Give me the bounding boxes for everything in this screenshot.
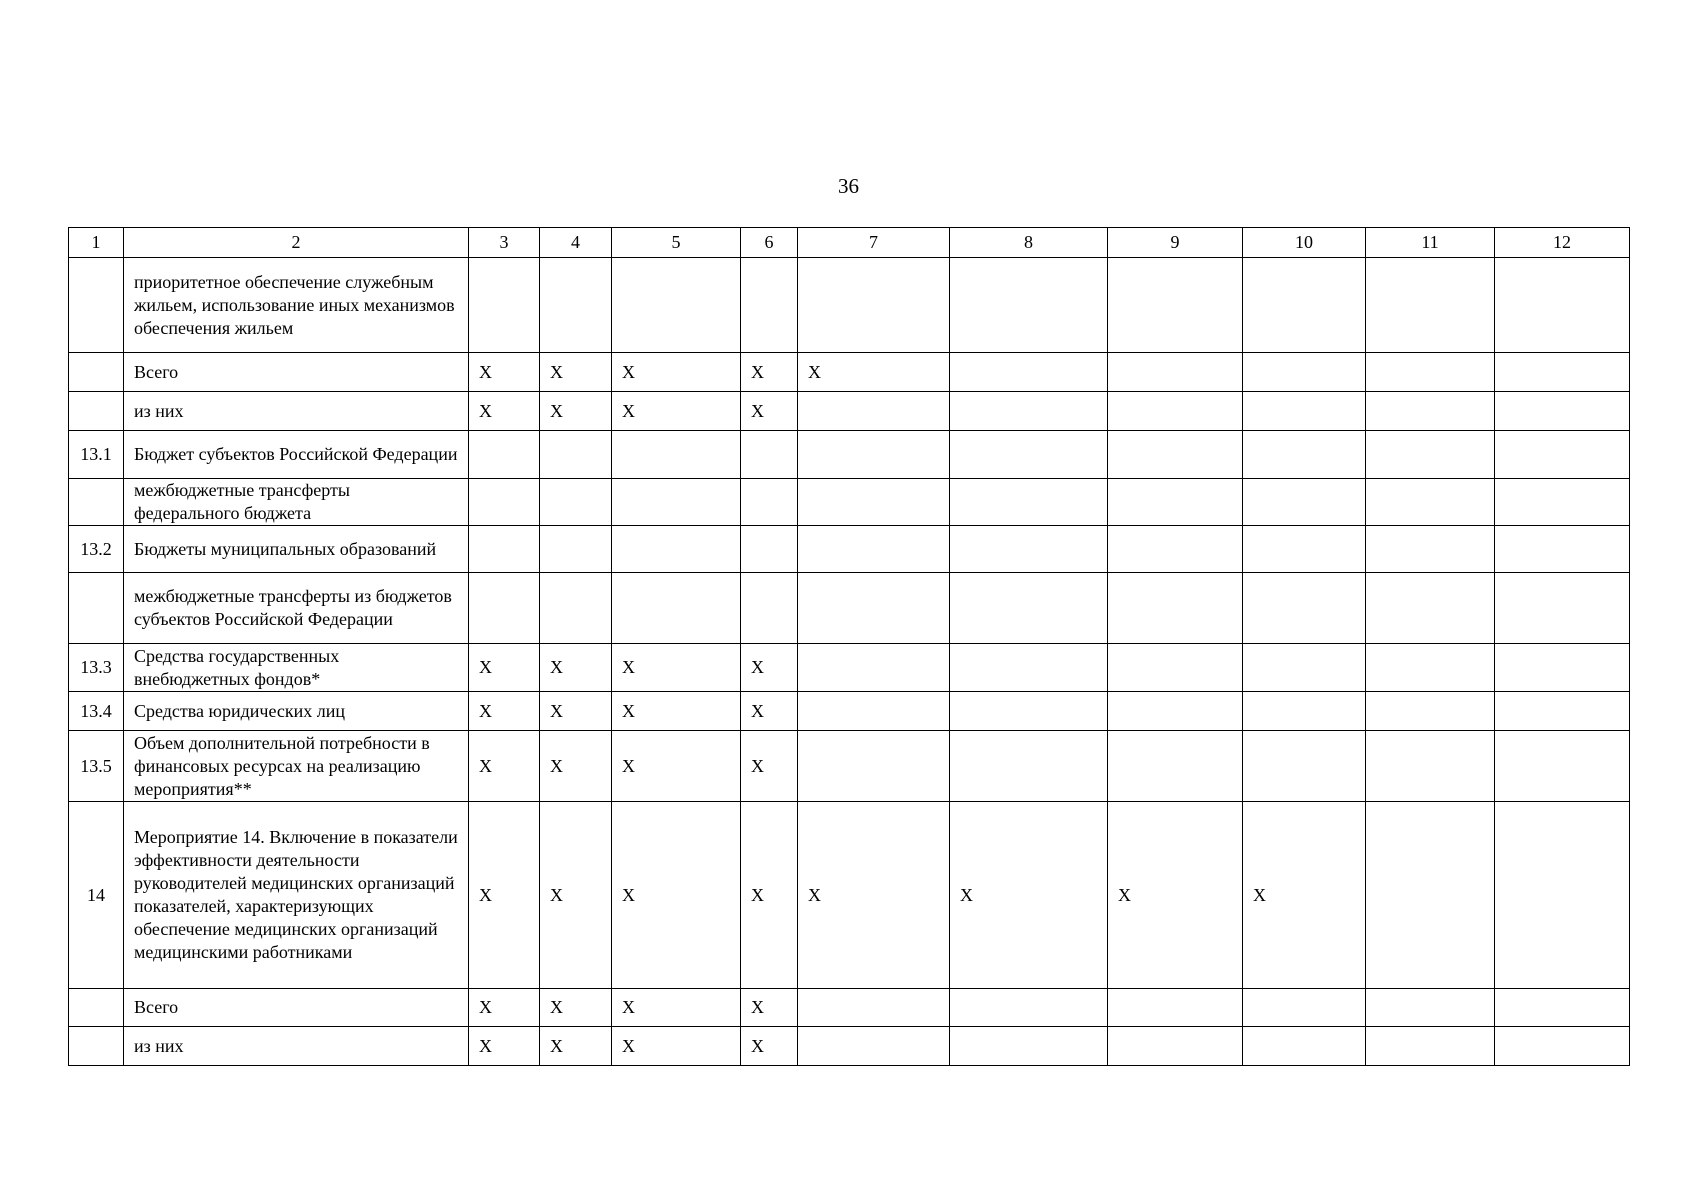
table-cell bbox=[950, 989, 1108, 1027]
table-cell bbox=[1366, 989, 1495, 1027]
column-header: 4 bbox=[540, 228, 612, 258]
table-cell: X bbox=[469, 644, 540, 692]
column-header: 12 bbox=[1495, 228, 1630, 258]
table-cell bbox=[1243, 692, 1366, 731]
row-number: 13.2 bbox=[69, 526, 124, 573]
table-cell bbox=[1495, 989, 1630, 1027]
table-cell: X bbox=[612, 692, 741, 731]
row-label: Средства юридических лиц bbox=[124, 692, 469, 731]
table-row bbox=[69, 353, 1630, 392]
row-number bbox=[69, 258, 124, 353]
table-cell: X bbox=[469, 989, 540, 1027]
table-cell bbox=[1495, 431, 1630, 479]
table-cell bbox=[1243, 989, 1366, 1027]
table-cell: X bbox=[540, 692, 612, 731]
table-cell bbox=[950, 353, 1108, 392]
table-cell: X bbox=[540, 353, 612, 392]
table-cell bbox=[1366, 431, 1495, 479]
table-row bbox=[69, 989, 1630, 1027]
table-cell bbox=[1243, 1027, 1366, 1066]
table-cell bbox=[950, 644, 1108, 692]
table-cell: X bbox=[469, 731, 540, 802]
row-label: Средства государственных внебюджетных фондов* bbox=[124, 644, 469, 692]
table-cell bbox=[1366, 526, 1495, 573]
table-cell: X bbox=[469, 802, 540, 989]
table-row bbox=[69, 644, 1630, 692]
table-cell bbox=[1366, 479, 1495, 526]
table-cell bbox=[741, 526, 798, 573]
row-label: из них bbox=[124, 1027, 469, 1066]
table-cell: X bbox=[540, 731, 612, 802]
table-cell bbox=[1108, 353, 1243, 392]
table-cell: X bbox=[612, 802, 741, 989]
table-cell bbox=[798, 989, 950, 1027]
table-cell: X bbox=[612, 731, 741, 802]
table-cell: X bbox=[950, 802, 1108, 989]
table-cell: X bbox=[469, 353, 540, 392]
column-header: 5 bbox=[612, 228, 741, 258]
table-row bbox=[69, 479, 1630, 526]
row-number bbox=[69, 1027, 124, 1066]
table-cell bbox=[612, 479, 741, 526]
table-cell bbox=[741, 258, 798, 353]
row-label: приоритетное обеспечение служебным жильем, использование иных механизмов обеспечения жильем bbox=[124, 258, 469, 353]
table-cell: X bbox=[1108, 802, 1243, 989]
table-cell bbox=[1108, 258, 1243, 353]
table-cell bbox=[1495, 353, 1630, 392]
table-cell bbox=[540, 526, 612, 573]
table-cell bbox=[1243, 731, 1366, 802]
table-cell bbox=[1243, 353, 1366, 392]
table-cell bbox=[1495, 573, 1630, 644]
table-cell bbox=[798, 573, 950, 644]
table-cell: X bbox=[540, 392, 612, 431]
table-cell bbox=[1366, 1027, 1495, 1066]
table-cell bbox=[1366, 353, 1495, 392]
table-cell bbox=[1108, 644, 1243, 692]
table-cell: X bbox=[612, 1027, 741, 1066]
table-cell bbox=[1366, 692, 1495, 731]
table-cell bbox=[1108, 1027, 1243, 1066]
column-header: 9 bbox=[1108, 228, 1243, 258]
table-cell: X bbox=[612, 353, 741, 392]
table-cell: X bbox=[798, 802, 950, 989]
table-cell bbox=[1495, 526, 1630, 573]
table-cell bbox=[741, 479, 798, 526]
row-label: Всего bbox=[124, 989, 469, 1027]
table-cell bbox=[950, 392, 1108, 431]
table-cell: X bbox=[469, 392, 540, 431]
table-cell bbox=[1243, 392, 1366, 431]
table-cell bbox=[1243, 573, 1366, 644]
table-cell bbox=[469, 526, 540, 573]
column-header: 2 bbox=[124, 228, 469, 258]
table-cell bbox=[469, 258, 540, 353]
table-cell: X bbox=[741, 989, 798, 1027]
table-cell bbox=[540, 573, 612, 644]
row-number bbox=[69, 573, 124, 644]
table-cell: X bbox=[741, 692, 798, 731]
table-cell bbox=[1366, 731, 1495, 802]
row-label: из них bbox=[124, 392, 469, 431]
row-number bbox=[69, 989, 124, 1027]
table-cell bbox=[741, 431, 798, 479]
table-cell bbox=[612, 526, 741, 573]
table-cell bbox=[1366, 644, 1495, 692]
table-row bbox=[69, 1027, 1630, 1066]
row-number bbox=[69, 479, 124, 526]
table-cell bbox=[950, 258, 1108, 353]
table-cell: X bbox=[741, 353, 798, 392]
table-cell bbox=[1495, 258, 1630, 353]
table-cell: X bbox=[540, 644, 612, 692]
table-row bbox=[69, 731, 1630, 802]
column-header: 10 bbox=[1243, 228, 1366, 258]
table-cell: X bbox=[741, 392, 798, 431]
table-cell bbox=[1108, 526, 1243, 573]
table-cell: X bbox=[741, 731, 798, 802]
table-cell bbox=[612, 258, 741, 353]
table-cell: X bbox=[612, 644, 741, 692]
table-cell bbox=[612, 573, 741, 644]
table-row bbox=[69, 431, 1630, 479]
column-header: 6 bbox=[741, 228, 798, 258]
table-cell bbox=[1495, 644, 1630, 692]
table-cell: X bbox=[540, 1027, 612, 1066]
table-cell bbox=[1495, 802, 1630, 989]
table-cell bbox=[798, 431, 950, 479]
table-cell bbox=[950, 573, 1108, 644]
column-header: 1 bbox=[69, 228, 124, 258]
financing-table bbox=[68, 227, 1630, 1066]
table-cell bbox=[1366, 573, 1495, 644]
table-cell bbox=[950, 1027, 1108, 1066]
table-cell bbox=[1108, 692, 1243, 731]
table-row bbox=[69, 573, 1630, 644]
row-label: Бюджет субъектов Российской Федерации bbox=[124, 431, 469, 479]
table-cell bbox=[950, 731, 1108, 802]
row-label: межбюджетные трансферты из бюджетов субъектов Российской Федерации bbox=[124, 573, 469, 644]
table-cell: X bbox=[469, 692, 540, 731]
table-cell bbox=[1366, 258, 1495, 353]
table-cell bbox=[1495, 731, 1630, 802]
table-cell bbox=[741, 573, 798, 644]
row-label: Мероприятие 14. Включение в показатели эффективности деятельности руководителей медицинских организаций показателей, характеризующих обеспечение медицинских организаций медицинскими работниками bbox=[124, 802, 469, 989]
table-cell: X bbox=[798, 353, 950, 392]
table-cell: X bbox=[540, 989, 612, 1027]
table-cell: X bbox=[469, 1027, 540, 1066]
table-cell bbox=[612, 431, 741, 479]
table-cell bbox=[798, 644, 950, 692]
column-header: 7 bbox=[798, 228, 950, 258]
table-cell bbox=[1108, 479, 1243, 526]
table-cell bbox=[1108, 573, 1243, 644]
row-number bbox=[69, 392, 124, 431]
table-cell bbox=[1243, 431, 1366, 479]
table-cell bbox=[540, 479, 612, 526]
table-cell: X bbox=[1243, 802, 1366, 989]
header-row bbox=[69, 228, 1630, 258]
table-cell bbox=[798, 1027, 950, 1066]
column-header: 11 bbox=[1366, 228, 1495, 258]
table-cell: X bbox=[741, 1027, 798, 1066]
row-label: Объем дополнительной потребности в финансовых ресурсах на реализацию мероприятия** bbox=[124, 731, 469, 802]
table-cell: X bbox=[741, 644, 798, 692]
table-cell bbox=[1108, 431, 1243, 479]
table-cell bbox=[1366, 802, 1495, 989]
table-row bbox=[69, 802, 1630, 989]
table-cell bbox=[950, 526, 1108, 573]
table-cell bbox=[798, 479, 950, 526]
table-cell bbox=[1108, 731, 1243, 802]
row-label: межбюджетные трансферты федерального бюджета bbox=[124, 479, 469, 526]
table-cell bbox=[469, 573, 540, 644]
row-label: Бюджеты муниципальных образований bbox=[124, 526, 469, 573]
table-cell bbox=[540, 431, 612, 479]
table-cell bbox=[1243, 644, 1366, 692]
table-cell bbox=[1243, 526, 1366, 573]
table-cell bbox=[1243, 479, 1366, 526]
table-cell bbox=[1495, 392, 1630, 431]
table-row bbox=[69, 692, 1630, 731]
table-cell: X bbox=[741, 802, 798, 989]
column-header: 3 bbox=[469, 228, 540, 258]
row-number: 14 bbox=[69, 802, 124, 989]
table-cell bbox=[798, 392, 950, 431]
table-cell bbox=[798, 692, 950, 731]
table-cell bbox=[1366, 392, 1495, 431]
table-cell bbox=[469, 431, 540, 479]
table-row bbox=[69, 258, 1630, 353]
table-cell bbox=[1108, 989, 1243, 1027]
table-cell bbox=[1495, 692, 1630, 731]
table-cell bbox=[469, 479, 540, 526]
table-cell bbox=[798, 258, 950, 353]
table-cell bbox=[540, 258, 612, 353]
row-number: 13.1 bbox=[69, 431, 124, 479]
table-cell bbox=[1243, 258, 1366, 353]
row-number bbox=[69, 353, 124, 392]
table-cell bbox=[1495, 479, 1630, 526]
table-cell bbox=[950, 692, 1108, 731]
row-number: 13.5 bbox=[69, 731, 124, 802]
table-cell: X bbox=[540, 802, 612, 989]
table-row bbox=[69, 526, 1630, 573]
table-cell: X bbox=[612, 989, 741, 1027]
table-row bbox=[69, 392, 1630, 431]
table-cell bbox=[798, 526, 950, 573]
row-label: Всего bbox=[124, 353, 469, 392]
table-cell bbox=[798, 731, 950, 802]
row-number: 13.3 bbox=[69, 644, 124, 692]
table-cell bbox=[950, 479, 1108, 526]
table-cell bbox=[1495, 1027, 1630, 1066]
table-cell: X bbox=[612, 392, 741, 431]
page-number: 36 bbox=[838, 174, 859, 198]
table-cell bbox=[1108, 392, 1243, 431]
column-header: 8 bbox=[950, 228, 1108, 258]
row-number: 13.4 bbox=[69, 692, 124, 731]
table-cell bbox=[950, 431, 1108, 479]
